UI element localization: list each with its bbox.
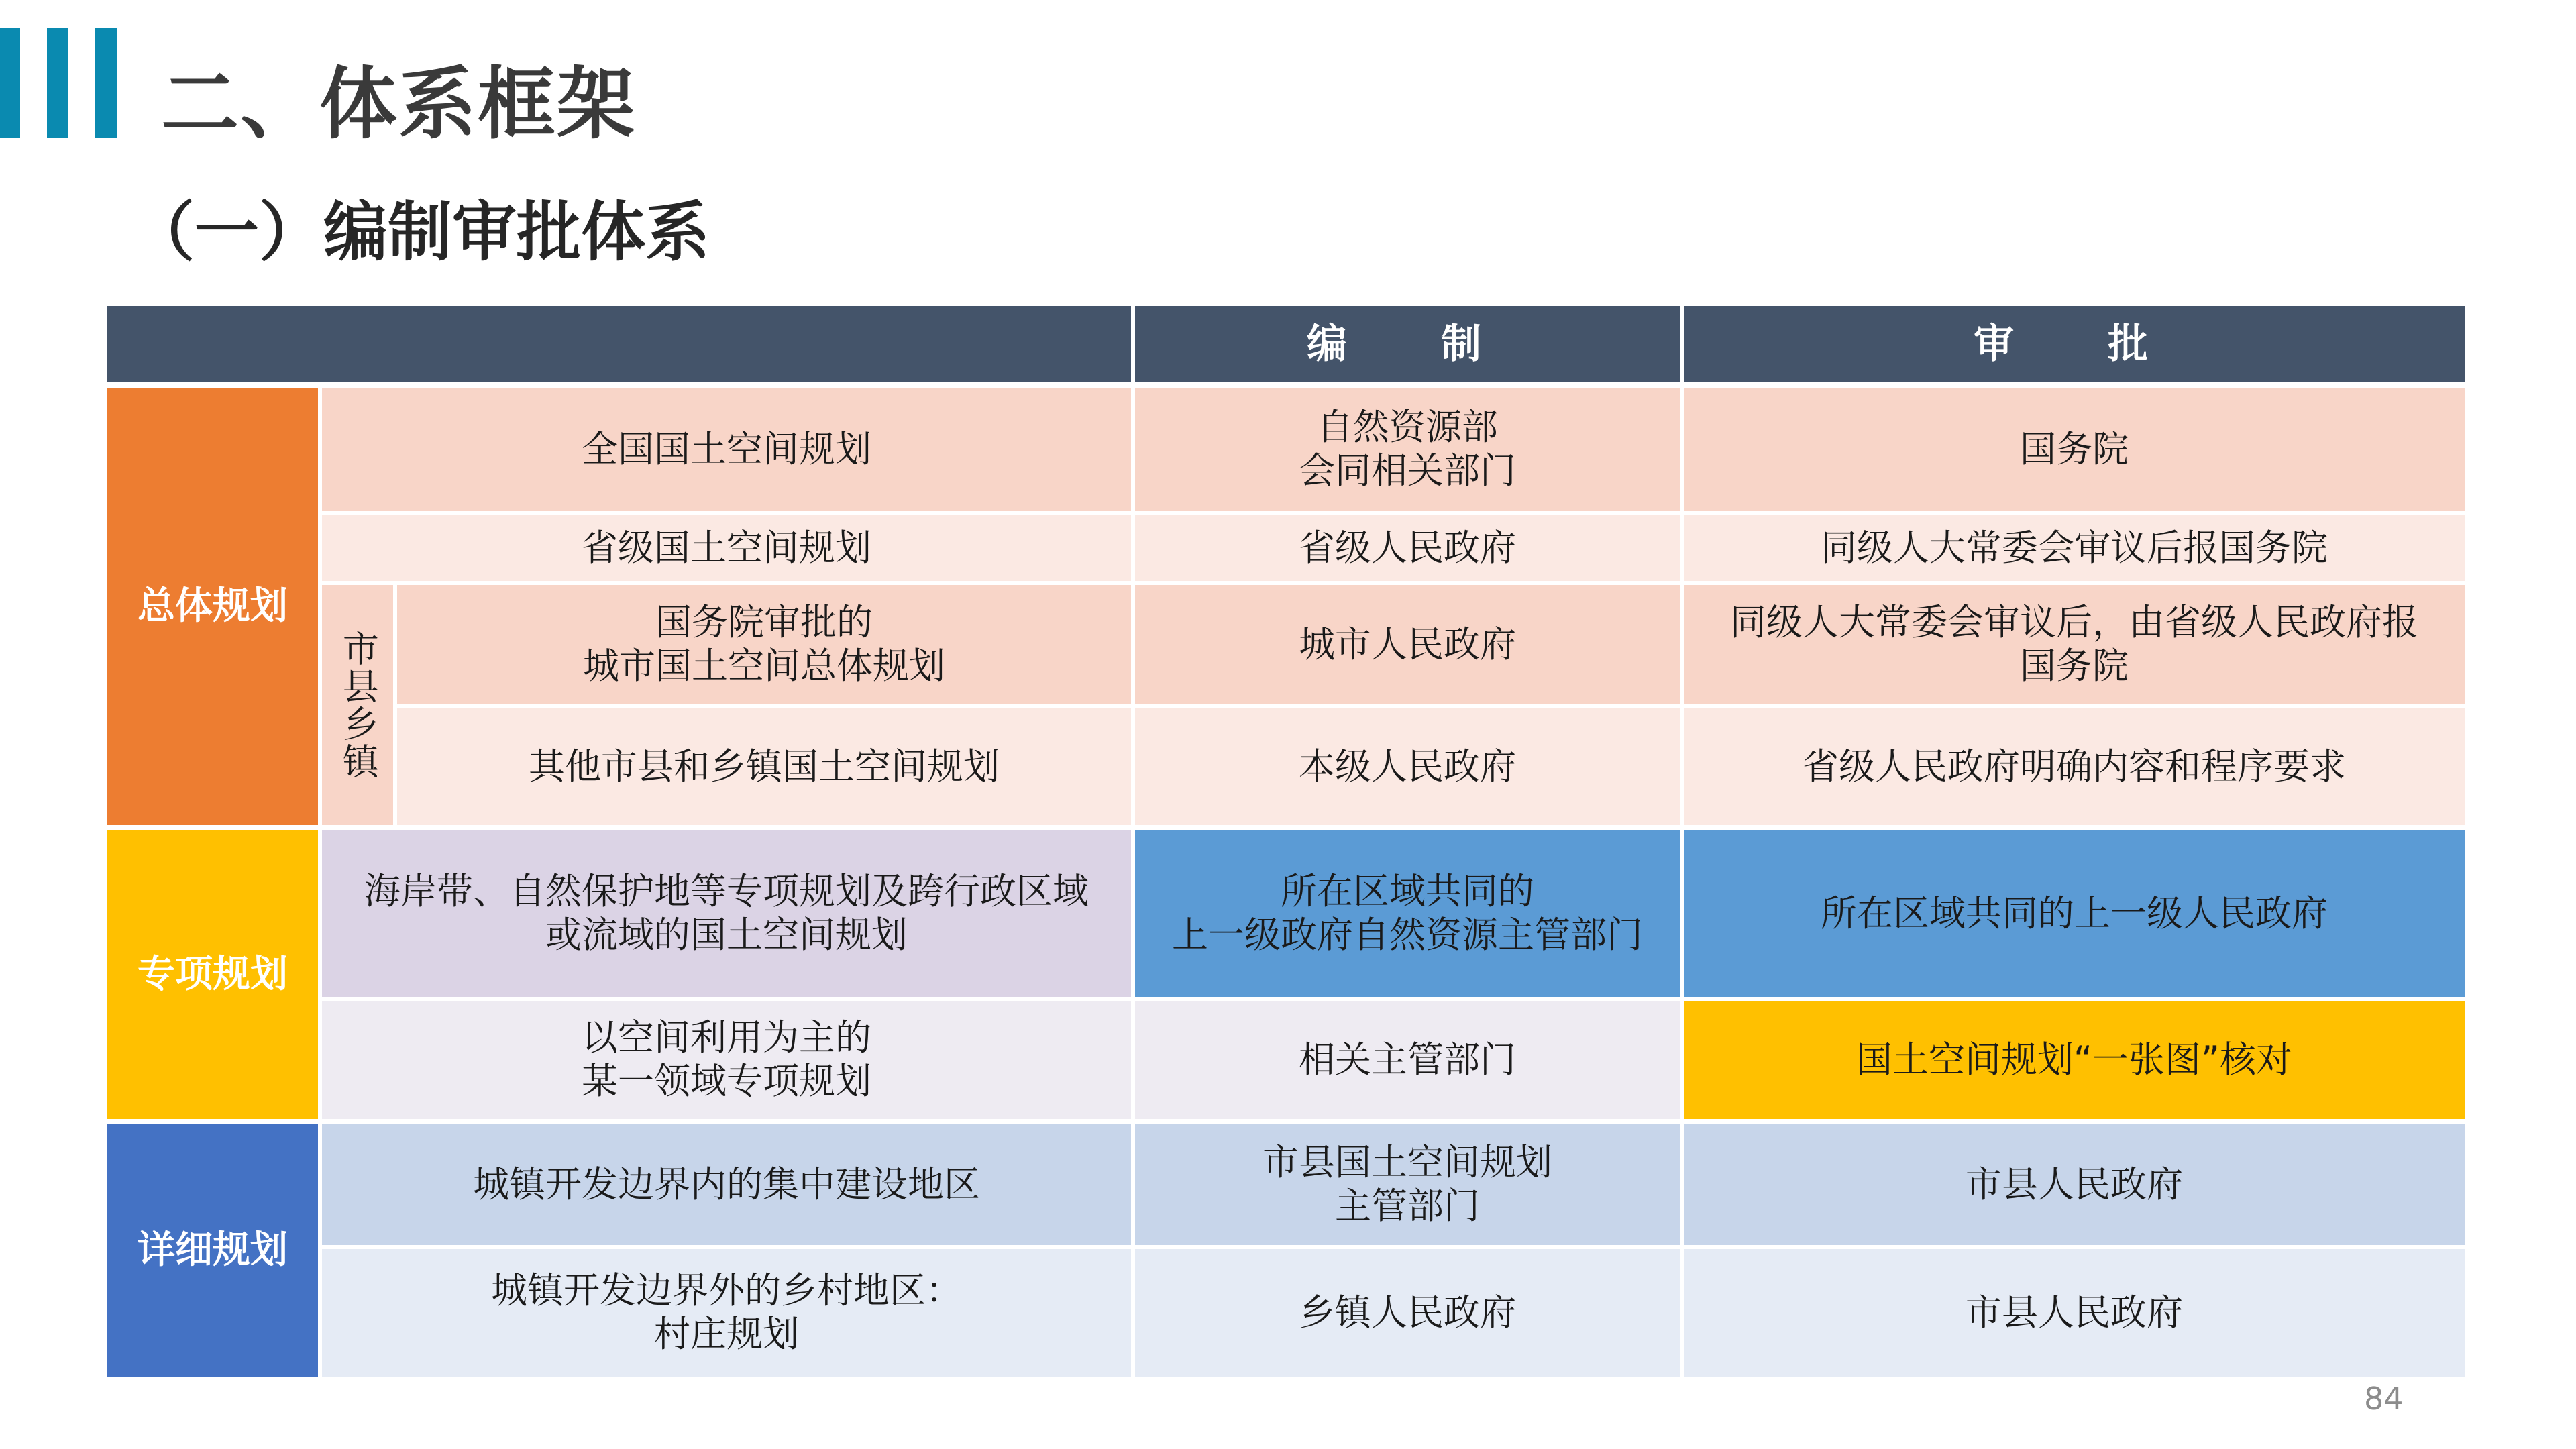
row-5-compile: 所在区域共同的 上一级政府自然资源主管部门 bbox=[1135, 830, 1680, 997]
row-4-plan: 其他市县和乡镇国土空间规划 bbox=[397, 708, 1131, 825]
row-7-compile: 市县国土空间规划 主管部门 bbox=[1135, 1124, 1680, 1245]
section-subtitle: （一）编制审批体系 bbox=[130, 195, 710, 270]
row-7-approve: 市县人民政府 bbox=[1684, 1124, 2465, 1245]
sub-group-city-county-town: 市县乡镇 bbox=[322, 585, 393, 825]
row-8-plan: 城镇开发边界外的乡村地区： 村庄规划 bbox=[322, 1249, 1131, 1377]
page-number: 84 bbox=[2364, 1381, 2404, 1417]
row-6-plan: 以空间利用为主的 某一领域专项规划 bbox=[322, 1001, 1131, 1119]
row-3-plan: 国务院审批的 城市国土空间总体规划 bbox=[397, 585, 1131, 704]
row-7-plan: 城镇开发边界内的集中建设地区 bbox=[322, 1124, 1131, 1245]
group-overall-planning: 总体规划 bbox=[107, 388, 318, 825]
row-2-compile: 省级人民政府 bbox=[1135, 515, 1680, 581]
table-header-compile: 编 制 bbox=[1135, 306, 1680, 382]
row-2-approve: 同级人大常委会审议后报国务院 bbox=[1684, 515, 2465, 581]
approval-system-table bbox=[107, 306, 2465, 1377]
row-5-plan: 海岸带、自然保护地等专项规划及跨行政区域 或流域的国土空间规划 bbox=[322, 830, 1131, 997]
row-8-compile: 乡镇人民政府 bbox=[1135, 1249, 1680, 1377]
row-6-approve: 国土空间规划“一张图”核对 bbox=[1684, 1001, 2465, 1119]
row-3-compile: 城市人民政府 bbox=[1135, 585, 1680, 704]
row-2-plan: 省级国土空间规划 bbox=[322, 515, 1131, 581]
row-6-compile: 相关主管部门 bbox=[1135, 1001, 1680, 1119]
row-1-compile: 自然资源部 会同相关部门 bbox=[1135, 388, 1680, 511]
row-4-approve: 省级人民政府明确内容和程序要求 bbox=[1684, 708, 2465, 825]
row-4-compile: 本级人民政府 bbox=[1135, 708, 1680, 825]
row-8-approve: 市县人民政府 bbox=[1684, 1249, 2465, 1377]
row-3-approve: 同级人大常委会审议后，由省级人民政府报 国务院 bbox=[1684, 585, 2465, 704]
row-1-plan: 全国国土空间规划 bbox=[322, 388, 1131, 511]
table-header-blank bbox=[107, 306, 1131, 382]
row-1-approve: 国务院 bbox=[1684, 388, 2465, 511]
group-detailed-planning: 详细规划 bbox=[107, 1124, 318, 1377]
table-header-approve: 审 批 bbox=[1684, 306, 2465, 382]
page-title: 二、体系框架 bbox=[161, 59, 636, 150]
row-5-approve: 所在区域共同的上一级人民政府 bbox=[1684, 830, 2465, 997]
group-special-planning: 专项规划 bbox=[107, 830, 318, 1119]
